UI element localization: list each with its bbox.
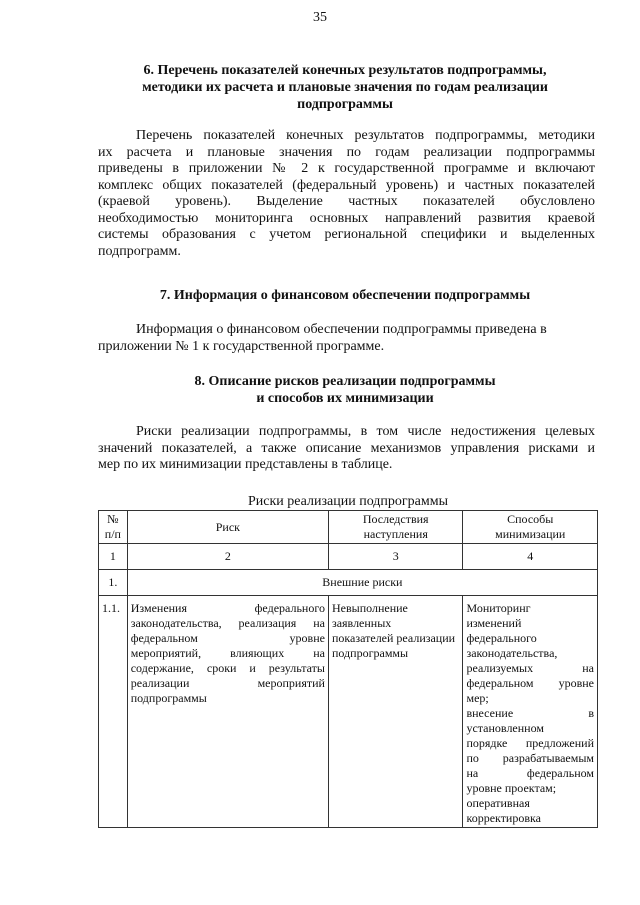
paragraph-line: комплекс общих показателей (федеральный уровень) и частных показателей xyxy=(98,177,595,193)
header-risk-cell: Риск xyxy=(127,511,328,544)
methods-line: по разрабатываемым xyxy=(466,751,594,765)
header-methods-cell xyxy=(463,511,598,544)
paragraph-line: (краевой уровень). Выделение частных показателей обусловлено xyxy=(98,194,595,209)
paragraph-line: приложении № 1 к государственной программе. xyxy=(98,338,385,354)
consequences-line: подпрограммы xyxy=(331,646,409,660)
heading-line: методики их расчета и плановые значения по годам реализации xyxy=(142,80,548,95)
row-methods-cell xyxy=(463,596,598,828)
table-caption: Риски реализации подпрограммы xyxy=(248,494,448,509)
column-number-cell: 2 xyxy=(127,544,328,570)
consequences-line: показателей реализации xyxy=(331,631,456,645)
risk-line: содержание, сроки и результаты xyxy=(130,661,325,675)
heading-line: 8. Описание рисков реализации подпрограммы xyxy=(194,374,496,389)
paragraph-line: Информация о финансовом обеспечении подпрограммы приведена в xyxy=(136,322,547,337)
paragraph-line: Риски реализации подпрограммы, в том числе недостижения целевых xyxy=(136,424,595,439)
paragraph-line: мер по их минимизации представлены в таблице. xyxy=(98,457,393,472)
heading-line: 6. Перечень показателей конечных результатов подпрограммы, xyxy=(143,63,547,78)
column-number-cell: 1 xyxy=(99,544,128,570)
heading-line: и способов их минимизации xyxy=(256,391,434,406)
page-number: 35 xyxy=(313,10,327,25)
risk-line: законодательства, реализация на xyxy=(130,616,325,630)
methods-line: корректировка xyxy=(466,811,541,825)
methods-line: изменений xyxy=(466,616,522,630)
paragraph-line: значений показателей, а также описание механизмов управления рисками и xyxy=(98,440,595,456)
methods-line: мер; xyxy=(466,691,489,705)
header-consequences-line: Последствия xyxy=(362,512,429,526)
methods-line: оперативная xyxy=(466,796,530,810)
risk-line: подпрограммы xyxy=(130,691,207,705)
paragraph-line: их расчета и плановые значения по годам реализации подпрограммы xyxy=(98,144,595,160)
methods-line: федеральном уровне xyxy=(466,676,594,690)
header-number-cell xyxy=(99,511,128,544)
group-row-external-risks xyxy=(99,570,598,596)
section-8-paragraph xyxy=(98,424,595,474)
section-6-paragraph xyxy=(98,128,595,260)
methods-line: федерального xyxy=(466,631,537,645)
risks-table xyxy=(98,510,598,828)
risk-line: реализации мероприятий xyxy=(130,676,325,690)
table-header-row xyxy=(99,511,598,544)
group-number-cell: 1. xyxy=(99,570,128,596)
methods-line: Мониторинг xyxy=(466,601,531,615)
header-consequences-cell xyxy=(328,511,463,544)
header-number-line: № xyxy=(107,512,119,526)
section-7-paragraph xyxy=(98,322,595,355)
section-8-heading xyxy=(95,373,595,407)
column-number-row xyxy=(99,544,598,570)
column-number-cell: 4 xyxy=(463,544,598,570)
column-number-cell: 3 xyxy=(328,544,463,570)
header-methods-line: Способы xyxy=(507,512,554,526)
heading-line: 7. Информация о финансовом обеспечении подпрограммы xyxy=(159,288,531,303)
group-title-cell: Внешние риски xyxy=(127,570,597,596)
methods-line: внесение в xyxy=(466,706,594,720)
header-methods-line: минимизации xyxy=(495,527,566,541)
consequences-line: заявленных xyxy=(331,616,392,630)
risk-line: мероприятий, влияющих на xyxy=(130,646,325,660)
methods-line: законодательства, xyxy=(466,646,558,660)
row-consequences-cell xyxy=(328,596,463,828)
section-6-heading xyxy=(95,62,595,113)
methods-line: на федеральном xyxy=(466,766,594,780)
paragraph-line: подпрограмм. xyxy=(98,243,181,259)
header-number-line: п/п xyxy=(104,527,121,541)
risk-line: федеральном уровне xyxy=(130,631,325,645)
paragraph-line: приведены в приложении № 2 к государственной программе и включают xyxy=(98,161,595,176)
methods-line: уровне проектам; xyxy=(466,781,557,795)
header-consequences-line: наступления xyxy=(363,527,428,541)
methods-line: реализуемых на xyxy=(466,661,594,675)
risk-line: Изменения федерального xyxy=(130,601,325,615)
consequences-line: Невыполнение xyxy=(331,601,408,615)
section-7-heading xyxy=(95,287,595,304)
methods-line: порядке предложений xyxy=(466,736,594,750)
row-number-cell: 1.1. xyxy=(99,596,128,828)
methods-line: установленном xyxy=(466,721,544,735)
heading-line: подпрограммы xyxy=(297,97,393,112)
paragraph-line: Перечень показателей конечных результатов подпрограммы, методики xyxy=(136,128,595,143)
table-row xyxy=(99,596,598,828)
row-risk-cell xyxy=(127,596,328,828)
paragraph-line: необходимостью мониторинга основных направлений развития краевой xyxy=(98,210,595,226)
paragraph-line: системы образования с учетом региональной специфики и выделенных xyxy=(98,227,595,242)
